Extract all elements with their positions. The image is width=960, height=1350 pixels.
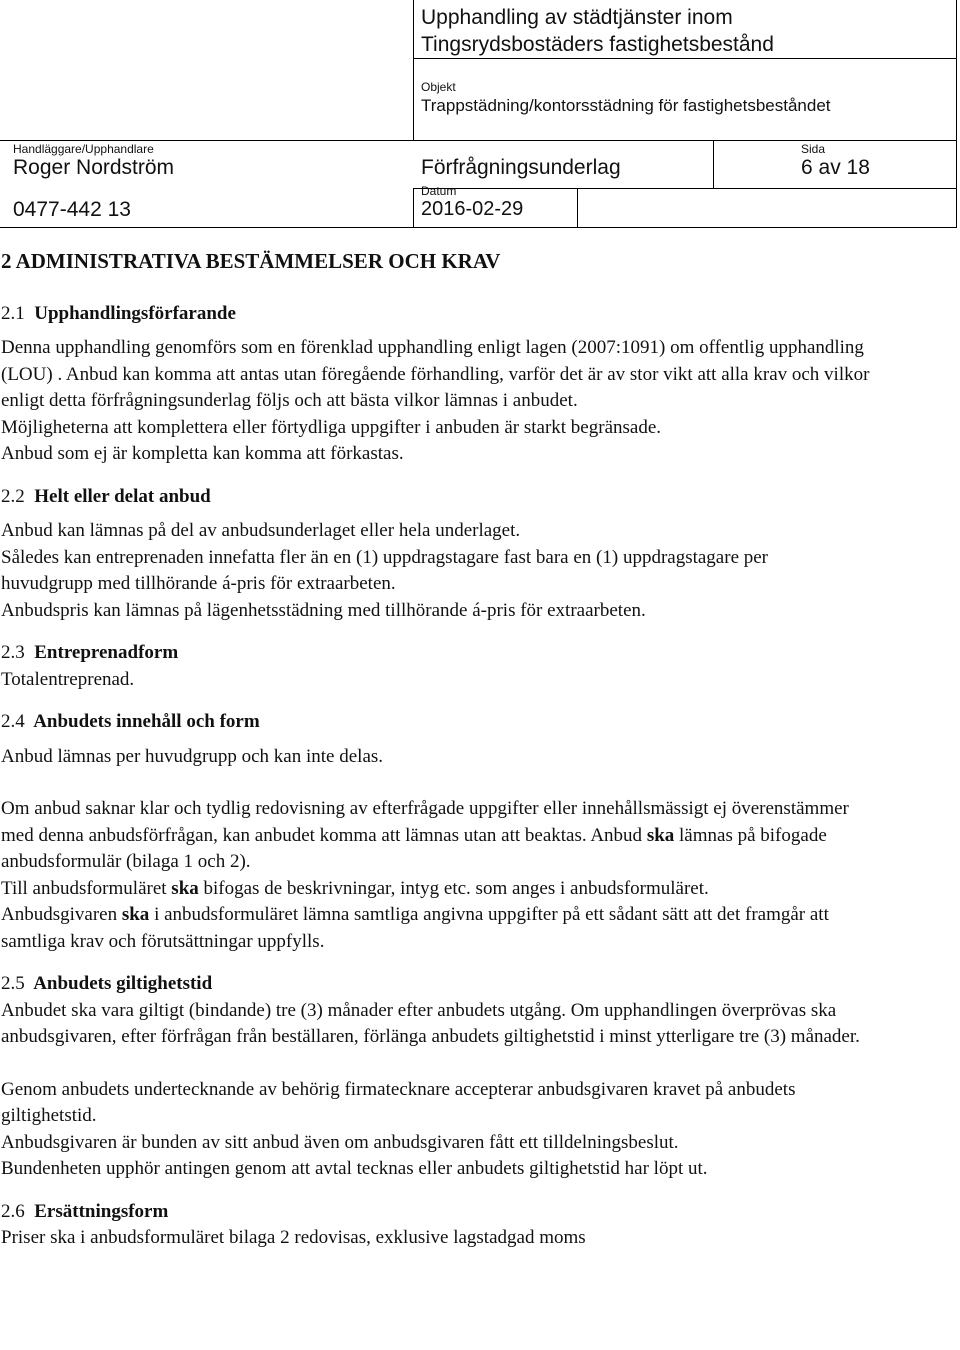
- header-bottom: [0, 227, 957, 228]
- section-title: Entreprenadform: [34, 642, 179, 663]
- page-label: Sida: [801, 142, 826, 156]
- section-heading-2-2: [0, 484, 960, 511]
- paragraph: Genom anbudets undertecknande av behörig firmatecknare accepterar anbudsgivaren kravet på anbudets giltighetstid.: [1, 1078, 796, 1126]
- emphasis: ska: [646, 824, 675, 846]
- paragraph: Anbudet ska vara giltigt (bindande) tre (3) månader efter anbudets utgång. Om upphandlingen överprövas ska anbudsgivaren, efter förfrågan från beställaren, förlänga anbudets giltighetstid i minst ytterligare tre (3) månader.: [1, 999, 860, 1047]
- section-number: 2.2: [1, 485, 25, 507]
- header-title-line2: Tingsrydsbostäders fastighetsbestånd: [421, 33, 774, 56]
- section-title: Anbudets innehåll och form: [33, 711, 260, 732]
- section-heading-2-3: [0, 640, 960, 667]
- section-number: 2.3: [1, 642, 25, 663]
- date-value: 2016-02-29: [421, 198, 524, 220]
- paragraph: Denna upphandling genomförs som en förenklad upphandling enligt lagen (2007:1091) om offentlig upphandling (LOU) . Anbud kan komma att antas utan föregående förhandling, varför det är av stor vikt att alla krav och vilkor enligt detta förfrågningsunderlag följs och att bästa vilkor lämnas i anbudet.: [1, 337, 870, 411]
- document-body: [0, 248, 960, 1252]
- section-heading-2-6: [0, 1199, 960, 1226]
- paragraph: Om anbud saknar klar och tydlig redovisning av efterfrågade uppgifter eller innehållsmässigt ej överenstämmer med denna anbudsförfrågan, kan anbudet komma att lämnas utan att beaktas. Anbud ska lämnas på bifogade anbudsformulär (bilaga 1 och 2).: [1, 798, 849, 872]
- header-border-left-top: [413, 0, 414, 141]
- paragraph: Anbudsgivaren ska i anbudsformuläret lämna samtliga angivna uppgifter på ett sådant sätt att det framgår att samtliga krav och förutsättningar uppfylls.: [1, 904, 829, 952]
- emphasis: ska: [121, 904, 150, 925]
- date-label: Datum: [421, 184, 457, 198]
- header-title-line1: Upphandling av städtjänster inom: [421, 6, 733, 29]
- header-title: [421, 4, 951, 58]
- paragraph: Totalentreprenad.: [1, 668, 135, 690]
- handler-phone: 0477-442 13: [13, 198, 131, 221]
- header-divider-date-cell-left: [413, 188, 414, 228]
- paragraph: Anbudspris kan lämnas på lägenhetsstädning med tillhörande á-pris för extraarbeten.: [1, 599, 646, 621]
- handler-name: Roger Nordström: [13, 156, 175, 179]
- paragraph: Anbud som ej är kompletta kan komma att förkastas.: [1, 443, 404, 464]
- header-divider-date-cell-right: [577, 188, 578, 228]
- paragraph: Till anbudsformuläret ska bifogas de beskrivningar, intyg etc. som anges i anbudsformuläret.: [1, 877, 709, 899]
- section-title: Anbudets giltighetstid: [33, 973, 213, 994]
- document-type: Förfrågningsunderlag: [421, 156, 621, 179]
- section-heading-2-1: [0, 301, 960, 328]
- object-label: Objekt: [421, 80, 456, 94]
- object-value: Trappstädning/kontorsstädning för fastighetsbeståndet: [421, 96, 831, 115]
- paragraph: Anbud lämnas per huvudgrupp och kan inte delas.: [1, 745, 384, 767]
- paragraph: Anbudsgivaren är bunden av sitt anbud även om anbudsgivaren fått ett tilldelningsbeslut.: [1, 1131, 679, 1153]
- section-number: 2.6: [1, 1200, 25, 1222]
- chapter-heading: 2 ADMINISTRATIVA BESTÄMMELSER OCH KRAV: [1, 249, 501, 273]
- section-heading-2-4: [0, 709, 960, 736]
- header-divider-page-cell: [713, 140, 714, 188]
- section-title: Ersättningsform: [34, 1200, 169, 1222]
- paragraph: Bundenheten upphör antingen genom att avtal tecknas eller anbudets giltighetstid har löpt ut.: [1, 1158, 708, 1179]
- paragraph: Möjligheterna att komplettera eller förtydliga uppgifter i anbuden är starkt begränsade.: [1, 416, 662, 438]
- section-number: 2.4: [1, 711, 25, 732]
- header-divider-title: [413, 58, 957, 59]
- page-number: 6 av 18: [801, 156, 870, 179]
- header-divider-date-cell-top: [413, 188, 957, 189]
- section-title: Upphandlingsförfarande: [34, 302, 236, 324]
- section-heading-2-5: [0, 971, 960, 998]
- paragraph: Anbud kan lämnas på del av anbudsunderlaget eller hela underlaget.: [1, 520, 521, 541]
- section-number: 2.5: [1, 973, 25, 994]
- handler-label: Handläggare/Upphandlare: [13, 142, 154, 156]
- paragraph: Således kan entreprenaden innefatta fler än en (1) uppdragstagare fast bara en (1) uppdragstagare per huvudgrupp med tillhörande á-pris för extraarbeten.: [1, 546, 769, 594]
- header-divider-object: [0, 140, 957, 141]
- section-number: 2.1: [1, 302, 25, 324]
- header-border-right: [956, 0, 957, 228]
- emphasis: ska: [171, 877, 199, 899]
- paragraph: Priser ska i anbudsformuläret bilaga 2 redovisas, exklusive lagstadgad moms: [1, 1227, 586, 1248]
- section-title: Helt eller delat anbud: [34, 485, 211, 507]
